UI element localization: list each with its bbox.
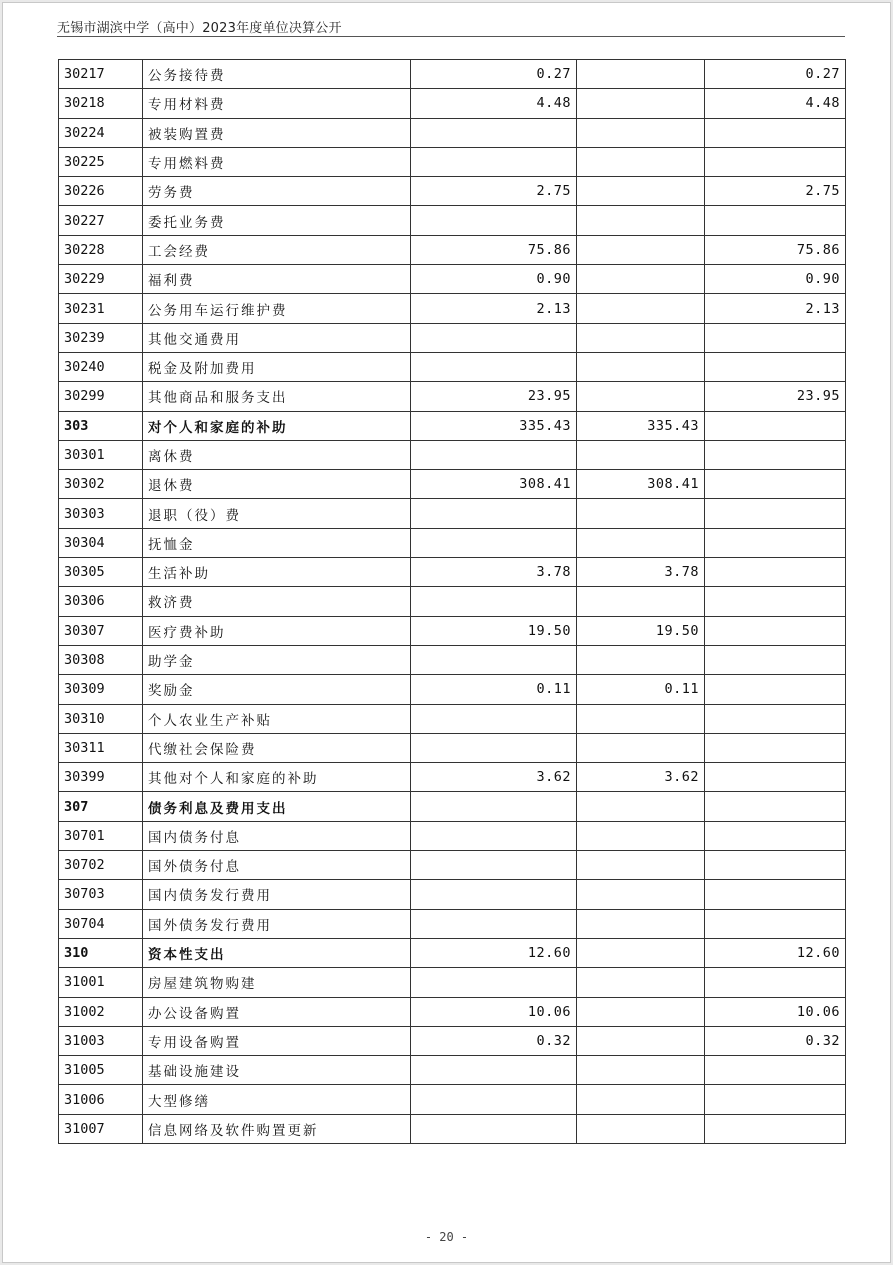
subject-name-cell: 对个人和家庭的补助 xyxy=(143,411,411,440)
subject-name-cell: 房屋建筑物购建 xyxy=(143,968,411,997)
total-amount-cell: 335.43 xyxy=(411,411,577,440)
basic-expenditure-cell xyxy=(577,499,705,528)
basic-expenditure-cell xyxy=(577,1026,705,1055)
table-row xyxy=(59,1026,846,1055)
table-row xyxy=(59,1056,846,1085)
total-amount-cell: 12.60 xyxy=(411,938,577,967)
basic-expenditure-cell xyxy=(577,265,705,294)
basic-expenditure-cell xyxy=(577,821,705,850)
total-amount-cell: 23.95 xyxy=(411,382,577,411)
project-expenditure-cell xyxy=(705,733,846,762)
table-row xyxy=(59,177,846,206)
subject-code-cell: 30399 xyxy=(59,763,143,792)
table-row xyxy=(59,1085,846,1114)
project-expenditure-cell xyxy=(705,118,846,147)
subject-code-cell: 30302 xyxy=(59,470,143,499)
total-amount-cell: 19.50 xyxy=(411,616,577,645)
project-expenditure-cell xyxy=(705,206,846,235)
subject-code-cell: 30309 xyxy=(59,675,143,704)
table-row xyxy=(59,733,846,762)
subject-name-cell: 办公设备购置 xyxy=(143,997,411,1026)
project-expenditure-cell xyxy=(705,587,846,616)
subject-name-cell: 其他对个人和家庭的补助 xyxy=(143,763,411,792)
basic-expenditure-cell xyxy=(577,382,705,411)
subject-name-cell: 救济费 xyxy=(143,587,411,616)
subject-name-cell: 其他交通费用 xyxy=(143,323,411,352)
basic-expenditure-cell xyxy=(577,880,705,909)
subject-code-cell: 30301 xyxy=(59,440,143,469)
basic-expenditure-cell xyxy=(577,704,705,733)
total-amount-cell xyxy=(411,645,577,674)
table-row xyxy=(59,558,846,587)
subject-name-cell: 公务接待费 xyxy=(143,60,411,89)
subject-code-cell: 30299 xyxy=(59,382,143,411)
project-expenditure-cell xyxy=(705,411,846,440)
total-amount-cell: 0.27 xyxy=(411,60,577,89)
subject-code-cell: 30701 xyxy=(59,821,143,850)
table-row xyxy=(59,60,846,89)
subject-code-cell: 31006 xyxy=(59,1085,143,1114)
table-row xyxy=(59,616,846,645)
basic-expenditure-cell: 335.43 xyxy=(577,411,705,440)
category-row xyxy=(59,792,846,821)
project-expenditure-cell: 2.13 xyxy=(705,294,846,323)
subject-name-cell: 奖励金 xyxy=(143,675,411,704)
subject-name-cell: 代缴社会保险费 xyxy=(143,733,411,762)
table-row xyxy=(59,1114,846,1143)
subject-name-cell: 抚恤金 xyxy=(143,528,411,557)
project-expenditure-cell xyxy=(705,909,846,938)
basic-expenditure-cell xyxy=(577,235,705,264)
total-amount-cell: 4.48 xyxy=(411,89,577,118)
basic-expenditure-cell xyxy=(577,352,705,381)
total-amount-cell xyxy=(411,1056,577,1085)
total-amount-cell: 2.75 xyxy=(411,177,577,206)
subject-name-cell: 个人农业生产补贴 xyxy=(143,704,411,733)
project-expenditure-cell xyxy=(705,558,846,587)
basic-expenditure-cell xyxy=(577,1085,705,1114)
project-expenditure-cell xyxy=(705,792,846,821)
table-row xyxy=(59,499,846,528)
project-expenditure-cell xyxy=(705,880,846,909)
subject-code-cell: 31007 xyxy=(59,1114,143,1143)
subject-name-cell: 资本性支出 xyxy=(143,938,411,967)
project-expenditure-cell xyxy=(705,323,846,352)
subject-code-cell: 30225 xyxy=(59,147,143,176)
basic-expenditure-cell: 0.11 xyxy=(577,675,705,704)
total-amount-cell xyxy=(411,704,577,733)
project-expenditure-cell xyxy=(705,352,846,381)
table-row xyxy=(59,675,846,704)
table-row xyxy=(59,323,846,352)
basic-expenditure-cell xyxy=(577,792,705,821)
subject-code-cell: 30240 xyxy=(59,352,143,381)
basic-expenditure-cell: 3.62 xyxy=(577,763,705,792)
total-amount-cell xyxy=(411,1085,577,1114)
total-amount-cell xyxy=(411,733,577,762)
basic-expenditure-cell xyxy=(577,440,705,469)
total-amount-cell xyxy=(411,118,577,147)
total-amount-cell: 0.90 xyxy=(411,265,577,294)
subject-name-cell: 生活补助 xyxy=(143,558,411,587)
table-row xyxy=(59,763,846,792)
project-expenditure-cell xyxy=(705,675,846,704)
subject-code-cell: 30308 xyxy=(59,645,143,674)
total-amount-cell xyxy=(411,821,577,850)
expenditure-table-body xyxy=(59,60,846,1144)
basic-expenditure-cell xyxy=(577,587,705,616)
table-row xyxy=(59,235,846,264)
subject-code-cell: 30310 xyxy=(59,704,143,733)
total-amount-cell: 3.78 xyxy=(411,558,577,587)
basic-expenditure-cell xyxy=(577,997,705,1026)
project-expenditure-cell: 0.32 xyxy=(705,1026,846,1055)
subject-name-cell: 大型修缮 xyxy=(143,1085,411,1114)
table-row xyxy=(59,821,846,850)
project-expenditure-cell: 0.27 xyxy=(705,60,846,89)
basic-expenditure-cell xyxy=(577,909,705,938)
basic-expenditure-cell xyxy=(577,147,705,176)
project-expenditure-cell: 12.60 xyxy=(705,938,846,967)
total-amount-cell: 3.62 xyxy=(411,763,577,792)
subject-code-cell: 30224 xyxy=(59,118,143,147)
basic-expenditure-cell: 19.50 xyxy=(577,616,705,645)
project-expenditure-cell xyxy=(705,851,846,880)
subject-name-cell: 退职（役）费 xyxy=(143,499,411,528)
project-expenditure-cell xyxy=(705,499,846,528)
basic-expenditure-cell xyxy=(577,968,705,997)
subject-code-cell: 31005 xyxy=(59,1056,143,1085)
project-expenditure-cell xyxy=(705,763,846,792)
subject-name-cell: 劳务费 xyxy=(143,177,411,206)
subject-name-cell: 专用燃料费 xyxy=(143,147,411,176)
subject-name-cell: 离休费 xyxy=(143,440,411,469)
subject-name-cell: 工会经费 xyxy=(143,235,411,264)
table-row xyxy=(59,704,846,733)
table-row xyxy=(59,645,846,674)
subject-name-cell: 福利费 xyxy=(143,265,411,294)
total-amount-cell: 75.86 xyxy=(411,235,577,264)
table-row xyxy=(59,968,846,997)
basic-expenditure-cell xyxy=(577,60,705,89)
subject-name-cell: 国内债务发行费用 xyxy=(143,880,411,909)
basic-expenditure-cell xyxy=(577,323,705,352)
subject-code-cell: 30704 xyxy=(59,909,143,938)
total-amount-cell xyxy=(411,909,577,938)
subject-code-cell: 30239 xyxy=(59,323,143,352)
subject-name-cell: 公务用车运行维护费 xyxy=(143,294,411,323)
subject-name-cell: 退休费 xyxy=(143,470,411,499)
project-expenditure-cell xyxy=(705,704,846,733)
basic-expenditure-cell xyxy=(577,294,705,323)
subject-name-cell: 助学金 xyxy=(143,645,411,674)
total-amount-cell xyxy=(411,880,577,909)
subject-code-cell: 31002 xyxy=(59,997,143,1026)
total-amount-cell: 308.41 xyxy=(411,470,577,499)
total-amount-cell xyxy=(411,323,577,352)
category-row xyxy=(59,411,846,440)
subject-code-cell: 30303 xyxy=(59,499,143,528)
project-expenditure-cell: 4.48 xyxy=(705,89,846,118)
project-expenditure-cell xyxy=(705,440,846,469)
table-row xyxy=(59,470,846,499)
subject-code-cell: 30702 xyxy=(59,851,143,880)
basic-expenditure-cell xyxy=(577,1114,705,1143)
project-expenditure-cell xyxy=(705,1056,846,1085)
total-amount-cell: 0.11 xyxy=(411,675,577,704)
subject-name-cell: 债务利息及费用支出 xyxy=(143,792,411,821)
expenditure-table xyxy=(58,59,846,1144)
total-amount-cell: 0.32 xyxy=(411,1026,577,1055)
basic-expenditure-cell xyxy=(577,206,705,235)
total-amount-cell xyxy=(411,1114,577,1143)
table-row xyxy=(59,440,846,469)
subject-code-cell: 31001 xyxy=(59,968,143,997)
subject-code-cell: 30307 xyxy=(59,616,143,645)
table-row xyxy=(59,528,846,557)
total-amount-cell xyxy=(411,968,577,997)
basic-expenditure-cell xyxy=(577,528,705,557)
subject-name-cell: 基础设施建设 xyxy=(143,1056,411,1085)
subject-code-cell: 30231 xyxy=(59,294,143,323)
subject-code-cell: 30226 xyxy=(59,177,143,206)
project-expenditure-cell: 10.06 xyxy=(705,997,846,1026)
subject-code-cell: 30305 xyxy=(59,558,143,587)
table-row xyxy=(59,206,846,235)
project-expenditure-cell xyxy=(705,470,846,499)
subject-name-cell: 被装购置费 xyxy=(143,118,411,147)
subject-code-cell: 30227 xyxy=(59,206,143,235)
total-amount-cell xyxy=(411,147,577,176)
basic-expenditure-cell xyxy=(577,938,705,967)
table-row xyxy=(59,909,846,938)
total-amount-cell xyxy=(411,587,577,616)
subject-code-cell: 30217 xyxy=(59,60,143,89)
subject-name-cell: 税金及附加费用 xyxy=(143,352,411,381)
project-expenditure-cell xyxy=(705,821,846,850)
table-row xyxy=(59,352,846,381)
subject-name-cell: 国外债务付息 xyxy=(143,851,411,880)
total-amount-cell xyxy=(411,528,577,557)
category-row xyxy=(59,938,846,967)
basic-expenditure-cell xyxy=(577,645,705,674)
subject-code-cell: 310 xyxy=(59,938,143,967)
subject-name-cell: 国外债务发行费用 xyxy=(143,909,411,938)
table-row xyxy=(59,382,846,411)
subject-code-cell: 30311 xyxy=(59,733,143,762)
subject-name-cell: 专用设备购置 xyxy=(143,1026,411,1055)
subject-name-cell: 国内债务付息 xyxy=(143,821,411,850)
total-amount-cell xyxy=(411,792,577,821)
table-row xyxy=(59,147,846,176)
project-expenditure-cell xyxy=(705,1114,846,1143)
basic-expenditure-cell xyxy=(577,118,705,147)
total-amount-cell xyxy=(411,440,577,469)
basic-expenditure-cell: 3.78 xyxy=(577,558,705,587)
project-expenditure-cell xyxy=(705,528,846,557)
page-number: - 20 - xyxy=(424,1230,469,1244)
subject-name-cell: 医疗费补助 xyxy=(143,616,411,645)
table-row xyxy=(59,880,846,909)
project-expenditure-cell xyxy=(705,616,846,645)
document-page xyxy=(2,2,891,1263)
subject-code-cell: 30218 xyxy=(59,89,143,118)
table-row xyxy=(59,294,846,323)
basic-expenditure-cell: 308.41 xyxy=(577,470,705,499)
subject-name-cell: 委托业务费 xyxy=(143,206,411,235)
subject-code-cell: 303 xyxy=(59,411,143,440)
subject-name-cell: 专用材料费 xyxy=(143,89,411,118)
table-row xyxy=(59,997,846,1026)
basic-expenditure-cell xyxy=(577,89,705,118)
subject-code-cell: 30304 xyxy=(59,528,143,557)
project-expenditure-cell: 23.95 xyxy=(705,382,846,411)
subject-code-cell: 30229 xyxy=(59,265,143,294)
subject-code-cell: 31003 xyxy=(59,1026,143,1055)
header-divider xyxy=(57,36,845,37)
basic-expenditure-cell xyxy=(577,1056,705,1085)
subject-code-cell: 307 xyxy=(59,792,143,821)
subject-name-cell: 信息网络及软件购置更新 xyxy=(143,1114,411,1143)
project-expenditure-cell: 0.90 xyxy=(705,265,846,294)
project-expenditure-cell xyxy=(705,147,846,176)
basic-expenditure-cell xyxy=(577,851,705,880)
subject-code-cell: 30703 xyxy=(59,880,143,909)
subject-code-cell: 30228 xyxy=(59,235,143,264)
table-row xyxy=(59,851,846,880)
project-expenditure-cell xyxy=(705,1085,846,1114)
total-amount-cell: 10.06 xyxy=(411,997,577,1026)
table-row xyxy=(59,587,846,616)
project-expenditure-cell: 75.86 xyxy=(705,235,846,264)
basic-expenditure-cell xyxy=(577,177,705,206)
subject-code-cell: 30306 xyxy=(59,587,143,616)
table-row xyxy=(59,118,846,147)
table-row xyxy=(59,265,846,294)
subject-name-cell: 其他商品和服务支出 xyxy=(143,382,411,411)
project-expenditure-cell xyxy=(705,968,846,997)
basic-expenditure-cell xyxy=(577,733,705,762)
project-expenditure-cell: 2.75 xyxy=(705,177,846,206)
total-amount-cell: 2.13 xyxy=(411,294,577,323)
total-amount-cell xyxy=(411,352,577,381)
total-amount-cell xyxy=(411,851,577,880)
table-row xyxy=(59,89,846,118)
total-amount-cell xyxy=(411,499,577,528)
total-amount-cell xyxy=(411,206,577,235)
page-header-title: 无锡市湖滨中学（高中）2023年度单位决算公开 xyxy=(57,21,342,36)
project-expenditure-cell xyxy=(705,645,846,674)
